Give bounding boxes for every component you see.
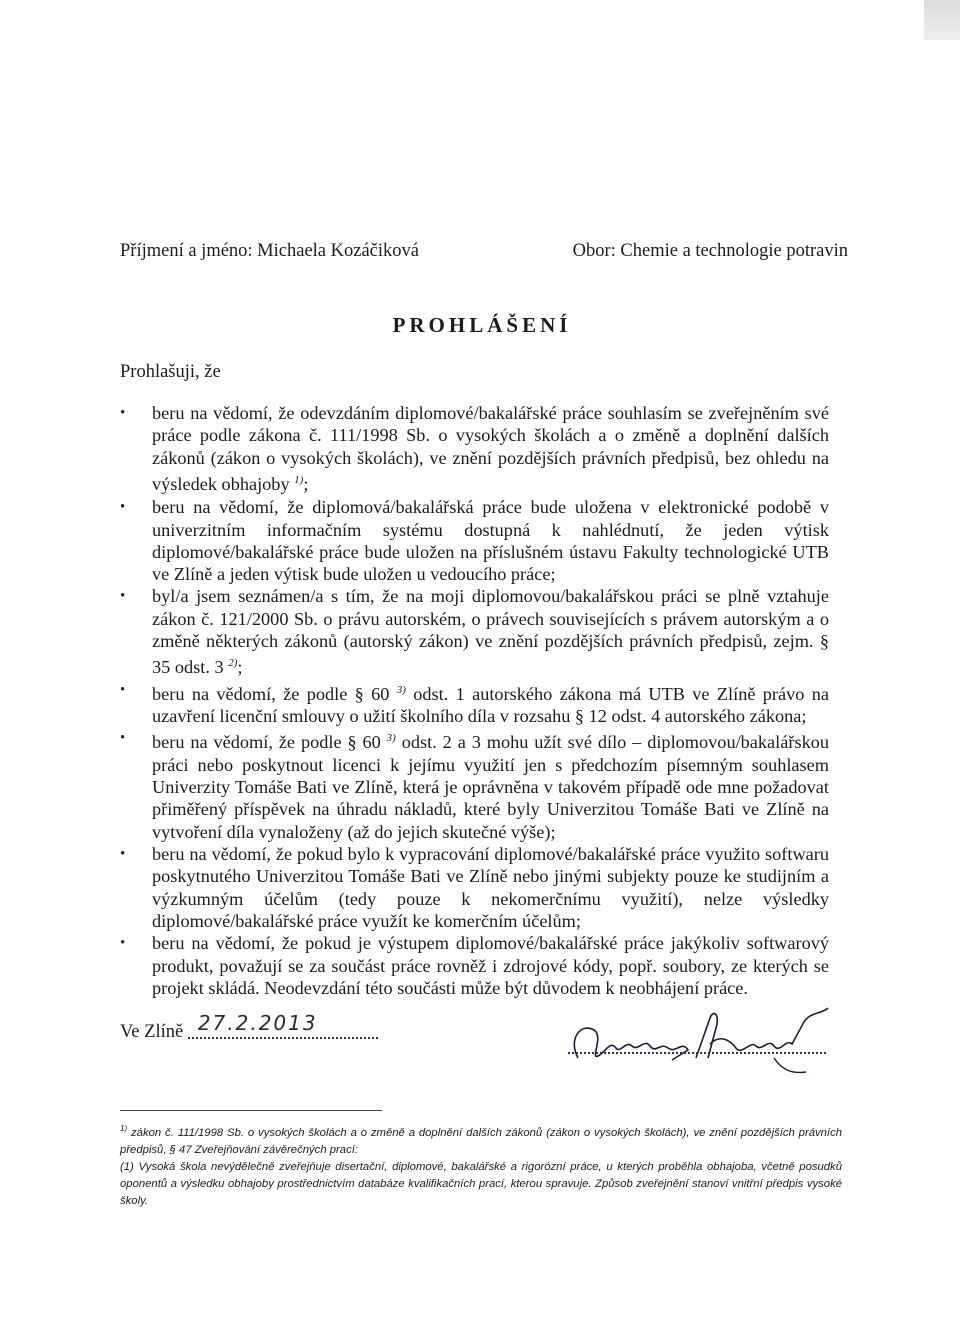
- footnote-1: $^{1)}$ zákon č. 111/1998 Sb. o vysokých školách a o změně a doplnění dalších zákonů (zákon o vysokých školách), ve znění pozdějších právních předpisů, § 47 Zveřejňování závěrečných prací:: [120, 1124, 843, 1156]
- footnotes: [120, 1120, 842, 1210]
- place-date-row: [120, 1011, 378, 1043]
- page-title: PROHLÁŠENÍ: [392, 313, 572, 337]
- declaration-item: • byl/a jsem seznámen/a s tím, že na moji diplomovou/bakalářskou práci se plně vztahuje zákon č. 121/2000 Sb. o právu autorském, o právech souvisejících s právem autorským a o změně některých zákonů (autorský zákon) ve znění pozdějších právních předpisů, zejm. § 35 odst. 3 $^{2)}$;: [120, 585, 829, 678]
- header-row: [120, 241, 848, 267]
- footnote-ref: 1): [294, 473, 304, 486]
- footnote-1-paragraph: (1) Vysoká škola nevýdělečně zveřejňuje disertační, diplomové, bakalářské a rigorózní práce, u kterých proběhla obhajoba, včetně posudků oponentů a výsledku obhajoby prostřednictvím databáze kvalifikačních prací, kterou spravuje. Způsob zveřejnění stanoví vnitřní předpis vysoké školy.: [120, 1160, 842, 1207]
- declaration-item: • beru na vědomí, že pokud je výstupem diplomové/bakalářské práce jakýkoliv softwarový produkt, považují se za součást práce rovněž i zdrojové kódy, popř. soubory, ze kterých se projekt skládá. Neodevzdání této součásti může být důvodem k neobhájení práce.: [120, 932, 829, 999]
- handwritten-signature: [560, 1000, 840, 1080]
- signature-line: [568, 1052, 826, 1054]
- study-field: Obor: Chemie a technologie potravin: [572, 241, 848, 261]
- handwritten-date: 27.2.2013: [197, 1011, 318, 1035]
- footnote-divider: [120, 1110, 382, 1111]
- declaration-item: • beru na vědomí, že odevzdáním diplomové/bakalářské práce souhlasím se zveřejněním své práce podle zákona č. 111/1998 Sb. o vysokých školách a o změně a doplnění dalších zákonů (zákon o vysokých školách), ve znění pozdějších právních předpisů, bez ohledu na výsledek obhajoby $^{1)}$;: [120, 402, 829, 495]
- declaration-item: • beru na vědomí, že podle § 60 $^{3)}$ odst. 1 autorského zákona má UTB ve Zlíně právo na uzavření licenční smlouvy o užití školního díla v rozsahu § 12 odst. 4 autorského zákona;: [120, 679, 829, 728]
- place-label: Ve Zlíně: [120, 1022, 184, 1042]
- footnote-ref: 3): [396, 683, 406, 696]
- footnote-ref: 2): [228, 657, 238, 670]
- declaration-item: • beru na vědomí, že diplomová/bakalářská práce bude uložena v elektronické podobě v univerzitním informačním systému dostupná k nahlédnutí, že jeden výtisk diplomové/bakalářské práce bude uložen na příslušném ústavu Fakulty technologické UTB ve Zlíně a jeden výtisk bude uložen u vedoucího práce;: [120, 496, 829, 585]
- date-field: [188, 1011, 378, 1039]
- declaration-item: • beru na vědomí, že podle § 60 $^{3)}$ odst. 2 a 3 mohu užít své dílo – diplomovou/bakalářskou práci nebo poskytnout licenci k jejímu využití jen s předchozím písemným souhlasem Univerzity Tomáše Bati ve Zlíně, která je oprávněna v takovém případě ode mne požadovat přiměřený příspěvek na úhradu nákladů, které byly Univerzitou Tomáše Bati ve Zlíně na vytvoření díla vynaloženy (až do jejich skutečné výše);: [120, 727, 829, 843]
- declaration-item: • beru na vědomí, že pokud bylo k vypracování diplomové/bakalářské práce využito softwaru poskytnutého Univerzitou Tomáše Bati ve Zlíně nebo jinými subjekty pouze ke studijním a výzkumným účelům (tedy pouze k nekomerčnímu využití), nelze výsledky diplomové/bakalářské práce využít ke komerčním účelům;: [120, 843, 829, 932]
- scan-corner-mark: [924, 0, 960, 40]
- declaration-list: [120, 402, 829, 999]
- footnote-ref: 3): [386, 732, 396, 745]
- student-name: Příjmení a jméno: Michaela Kozáčiková: [120, 241, 419, 261]
- intro-text: Prohlašuji, že: [120, 362, 221, 382]
